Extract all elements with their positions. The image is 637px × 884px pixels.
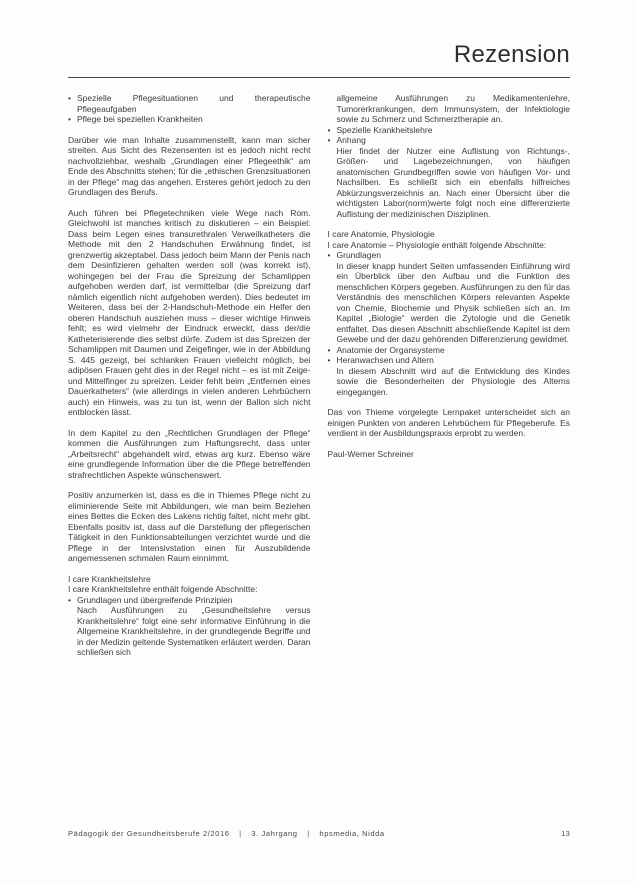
right-column bbox=[328, 93, 571, 658]
section-heading: I care Krankheitslehre bbox=[68, 573, 151, 584]
section-lead: I care Krankheitslehre enthält folgende Abschnitte: bbox=[68, 584, 258, 595]
list-item-label: Spezielle Pflegesituationen und therapeutische Pflegeaufgaben bbox=[77, 93, 311, 114]
list-item-detail: In dieser knapp hundert Seiten umfassenden Einführung wird ein Überblick über den Aufbau und die Funktion des menschlichen Körpers gegeben. Ausführungen zu den für das Verständnis des menschlichen Körpers relevanten Aspekte von Chemie, Biochemie und Physik schließen sich an. Im Kapitel „Biologie“ werden die Zytologie und die Genetik entfaltet. Das diesen Abschnitt abschließende Kapitel ist dem Gewebe und der dazu gehörenden Differenzierung gewidmet. bbox=[336, 260, 570, 345]
list-item-label: Spezielle Krankheitslehre bbox=[336, 124, 433, 135]
page-title: Rezension bbox=[453, 41, 570, 68]
author-name: Paul-Werner Schreiner bbox=[327, 448, 414, 459]
list-item bbox=[68, 114, 311, 125]
closing-paragraph: Das von Thieme vorgelegte Lernpaket unterscheidet sich an einigen Punkten von anderen Lehrbüchern für Pflegeberufe. Es verdient in der Ausbildungspraxis erprobt zu werden. bbox=[327, 407, 570, 439]
bullet-icon: • bbox=[68, 114, 71, 125]
bullet-icon: • bbox=[327, 344, 331, 355]
intro-bullet-list bbox=[68, 93, 311, 125]
list-item bbox=[328, 355, 571, 397]
list-item bbox=[328, 125, 571, 136]
paragraph: Positiv anzumerken ist, dass es die in Thiemes Pflege nicht zu eliminierende Seite mit Abbildungen, wie man beim Beziehen eines Bettes die Ecken des Lakens richtig faltet, nicht mehr gibt. Ebenfalls positiv ist, dass auf die Darstellung der pflegerischen Tätigkeit in den Funktionsabteilungen verzichtet wurde und die Pflege in der Intensivstation einen für Auszubildende angemessenen schmalen Raum einnimmt. bbox=[68, 490, 311, 564]
list-item-detail: In diesem Abschnitt wird auf die Entwicklung des Kindes sowie die Besonderheiten der Physiologie des Alterns eingegangen. bbox=[336, 365, 570, 397]
list-item-label: Grundlagen bbox=[336, 250, 381, 261]
paragraph: Auch führen bei Pflegetechniken viele Wege nach Rom. Gleichwohl ist manches kritisch zu diskutieren – ein Beispiel: Dass beim Legen eines transurethralen Verweilkatheters die Methode mit den 2 Handschuhen Erwähnung findet, ist grenzwertig akzeptabel. Dass jedoch beim Mann der Penis nach dem Desinfizieren gehalten werden soll (was korrekt ist), wohingegen bei der Frau die Spreizung der Schamlippen aufgehoben werden darf, ist vermittelbar (die Spreizung darf nämlich eigentlich nicht aufgehoben werden). Dies bedeutet im Weiteren, dass bei der 2-Handschuh-Methode ein Helfer den oberen Handschuh ausziehen muss – dieser wichtige Hinweis fehlt; es wird vielmehr der Eindruck erweckt, dass der/die Katheterisierende dies selbst dürfe. Zudem ist das Spreizen der Schamlippen mit Daumen und Zeigefinger, wie in der Abbildung S. 445 gezeigt, bei schlanken Frauen vielleicht möglich, bei adipösen Frauen geht dies in der Regel nicht – es ist mit Zeige- und Mittelfinger zu spreizen. Leider fehlt beim „Entfernen eines Dauerkatheters“ (wie allerdings in vielen anderen Lehrbüchern auch) ein Hinweis, was zu tun ist, wenn der Ballon sich nicht entblocken lässt. bbox=[68, 207, 311, 418]
section-bullet-list bbox=[328, 125, 571, 220]
paragraph: In dem Kapitel zu den „Rechtlichen Grundlagen der Pflege“ kommen die Ausführungen zum Haftungsrecht, dass unter „Arbeitsrecht“ abgehandelt wird, etwas arg kurz. Ebenso wäre eine grundlegende Information über die die Pflege betreffenden strafrechtlichen Aspekte wünschenswert. bbox=[68, 427, 311, 480]
footer-citation bbox=[68, 829, 392, 838]
section-bullet-list bbox=[68, 595, 311, 658]
section-heading: I care Anatomie, Physiologie bbox=[327, 229, 435, 240]
bullet-icon: • bbox=[327, 124, 331, 135]
header-rule bbox=[68, 77, 570, 78]
list-item bbox=[328, 135, 571, 219]
footer-journal: Pädagogik der Gesundheitsberufe 2/2016 bbox=[68, 829, 230, 838]
footer-separator: | bbox=[307, 829, 310, 838]
list-item-detail: Hier findet der Nutzer eine Auflistung von Richtungs-, Größen- und Lagebezeichnungen, von häufigen anatomischen Grundbegriffen sowie von häufigen Vor- und Nachsilben. Es schließt sich ein ebenfalls hilfreiches Abkürzungsverzeichnis an. Nach einer Übersicht über die wichtigsten Labor(norm)werte folgt noch eine differenzierte Auflistung der medizinischen Disziplinen. bbox=[336, 145, 570, 219]
bullet-icon: • bbox=[68, 93, 71, 104]
list-item bbox=[328, 345, 571, 356]
page-header bbox=[68, 42, 570, 68]
paragraph: Darüber wie man Inhalte zusammenstellt, kann man sicher streiten. Aus Sicht des Rezensenten ist es jedoch nicht recht nachvollziehbar, weshalb „Grundlagen einer Pflegeethik“ am Ende des Abschnitts stehen; für die „ethischen Grenzsituationen in der Pflege“ mag das angehen. Ersteres gehört jedoch zu den Grundlagen des Berufs. bbox=[68, 134, 311, 198]
list-item bbox=[68, 93, 311, 114]
bullet-icon: • bbox=[327, 355, 331, 366]
section-lead: I care Anatomie – Physiologie enthält folgende Abschnitte: bbox=[327, 239, 547, 250]
list-item bbox=[68, 595, 311, 658]
list-item-label: Grundlagen und übergreifende Prinzipien bbox=[77, 594, 233, 605]
footer-publisher: hpsmedia, Nidda bbox=[319, 829, 385, 838]
two-column-body bbox=[68, 93, 570, 658]
footer-volume: 3. Jahrgang bbox=[251, 829, 298, 838]
page-footer bbox=[68, 829, 570, 838]
list-item bbox=[328, 250, 571, 345]
bullet-icon: • bbox=[327, 250, 331, 261]
bullet-icon: • bbox=[68, 594, 71, 605]
list-item-label: Anatomie der Organsysteme bbox=[336, 344, 445, 355]
list-item-label: Heranwachsen und Altern bbox=[336, 355, 434, 366]
page-number: 13 bbox=[561, 829, 570, 838]
list-item-label: Anhang bbox=[336, 135, 366, 146]
section-bullet-list bbox=[328, 250, 571, 397]
list-item-label: Pflege bei speziellen Krankheiten bbox=[77, 114, 203, 125]
left-column bbox=[68, 93, 311, 658]
continuation-text: allgemeine Ausführungen zu Medikamentenlehre, Tumorerkrankungen, dem Immunsystem, der Infektiologie sowie zu Schmerz und Schmerztherapie an. bbox=[336, 93, 570, 125]
footer-separator: | bbox=[239, 829, 242, 838]
list-item-detail: Nach Ausführungen zu „Gesundheitslehre versus Krankheitslehre“ folgt eine sehr informative Einführung in die Allgemeine Krankheitslehre, in der grundlegende Begriffe und in der Medizin geltende Systematiken erläutert werden. Daran schließen sich bbox=[77, 605, 311, 658]
bullet-icon: • bbox=[327, 135, 331, 146]
